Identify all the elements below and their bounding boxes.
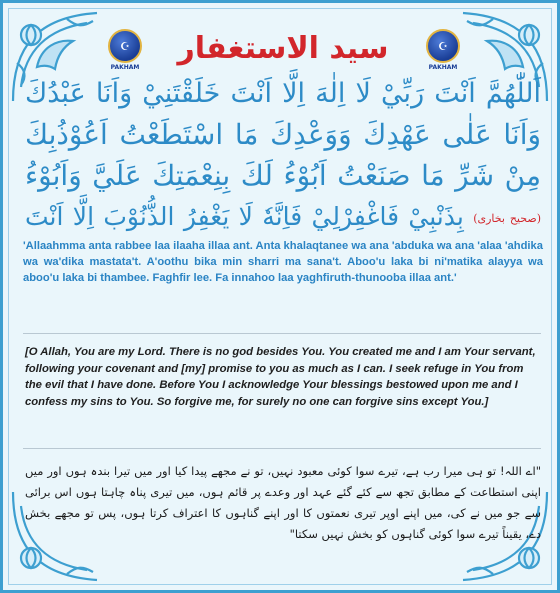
arabic-line: وَاَنَا عَلٰى عَهْدِكَ وَوَعْدِكَ مَا اسْتَطَعْتُ اَعُوْذُبِكَ xyxy=(25,118,541,151)
logo-emblem-icon: ☪ xyxy=(108,29,142,63)
logo-emblem-icon: ☪ xyxy=(426,29,460,63)
divider xyxy=(23,333,541,334)
page-title: سید الاستغفار xyxy=(177,31,389,66)
logo-caption: PAKHAM xyxy=(110,64,140,71)
arabic-line: مِنْ شَرِّ مَا صَنَعْتُ اَبُوْءُ لَكَ بِنِعْمَتِكَ عَلَيَّ وَاَبُوْءُ xyxy=(25,159,541,192)
arabic-line-text: بِذَنْبِيْ فَاغْفِرْلِيْ فَاِنَّهٗ لَا يَغْفِرُ الذُّنُوْبَ اِلَّا اَنْتَ xyxy=(25,202,464,231)
divider xyxy=(23,448,541,449)
urdu-translation: "اے اللہ! تو ہی میرا رب ہے، تیرے سوا کوئی معبود نہیں، تو نے مجھے پیدا کیا اور میں تیرا بندہ ہوں اور میں اپنی استطاعت کے مطابق تجھ سے کئے گئے عہد اور وعدے پر قائم ہوں، میں تیری پناہ چاہتا ہوں اس برائی سے جو میں نے کی، میں اپنے اوپر تیری نعمتوں کا اور اپنے گناہوں کا اعتراف کرتا ہوں، پس تو مجھے بخش دے، یقیناً تیرے سوا کوئی گناہوں کو بخش نہیں سکتا" xyxy=(25,464,541,541)
arabic-dua-text xyxy=(25,73,541,239)
transliteration-text: 'Allaahmma anta rabbee laa ilaaha illaa ant. Anta khalaqtanee wa ana 'abduka wa ana 'alaa 'ahdika wa wa'dika mastata't. A'oothu bika min sharri ma sana't. Aboo'u laka bi ni'matika alayya wa aboo'u laka bi thambee. Faghfir lee. Fa innahoo laa yaghfiruth-thunooba illaa ant.' xyxy=(23,240,543,284)
arabic-line: اَللّٰهُمَّ اَنْتَ رَبِّيْ لَا اِلٰهَ اِلَّا اَنْتَ خَلَقْتَنِيْ وَاَنَا عَبْدُكَ xyxy=(25,78,541,109)
arabic-line-last xyxy=(25,196,541,239)
english-translation: [O Allah, You are my Lord. There is no god besides You. You created me and I am Your servant, following your covenant and [my] promise to you as much as I can. I seek refuge in You from the evil that I have done. Before You I acknowledge Your blessings bestowed upon me and I confess my sins to You. So forgive me, for surely no one can forgive sins except You.] xyxy=(25,346,536,408)
hadith-reference: (صحیح بخاری) xyxy=(473,212,541,225)
logo-caption: PAKHAM xyxy=(428,64,458,71)
